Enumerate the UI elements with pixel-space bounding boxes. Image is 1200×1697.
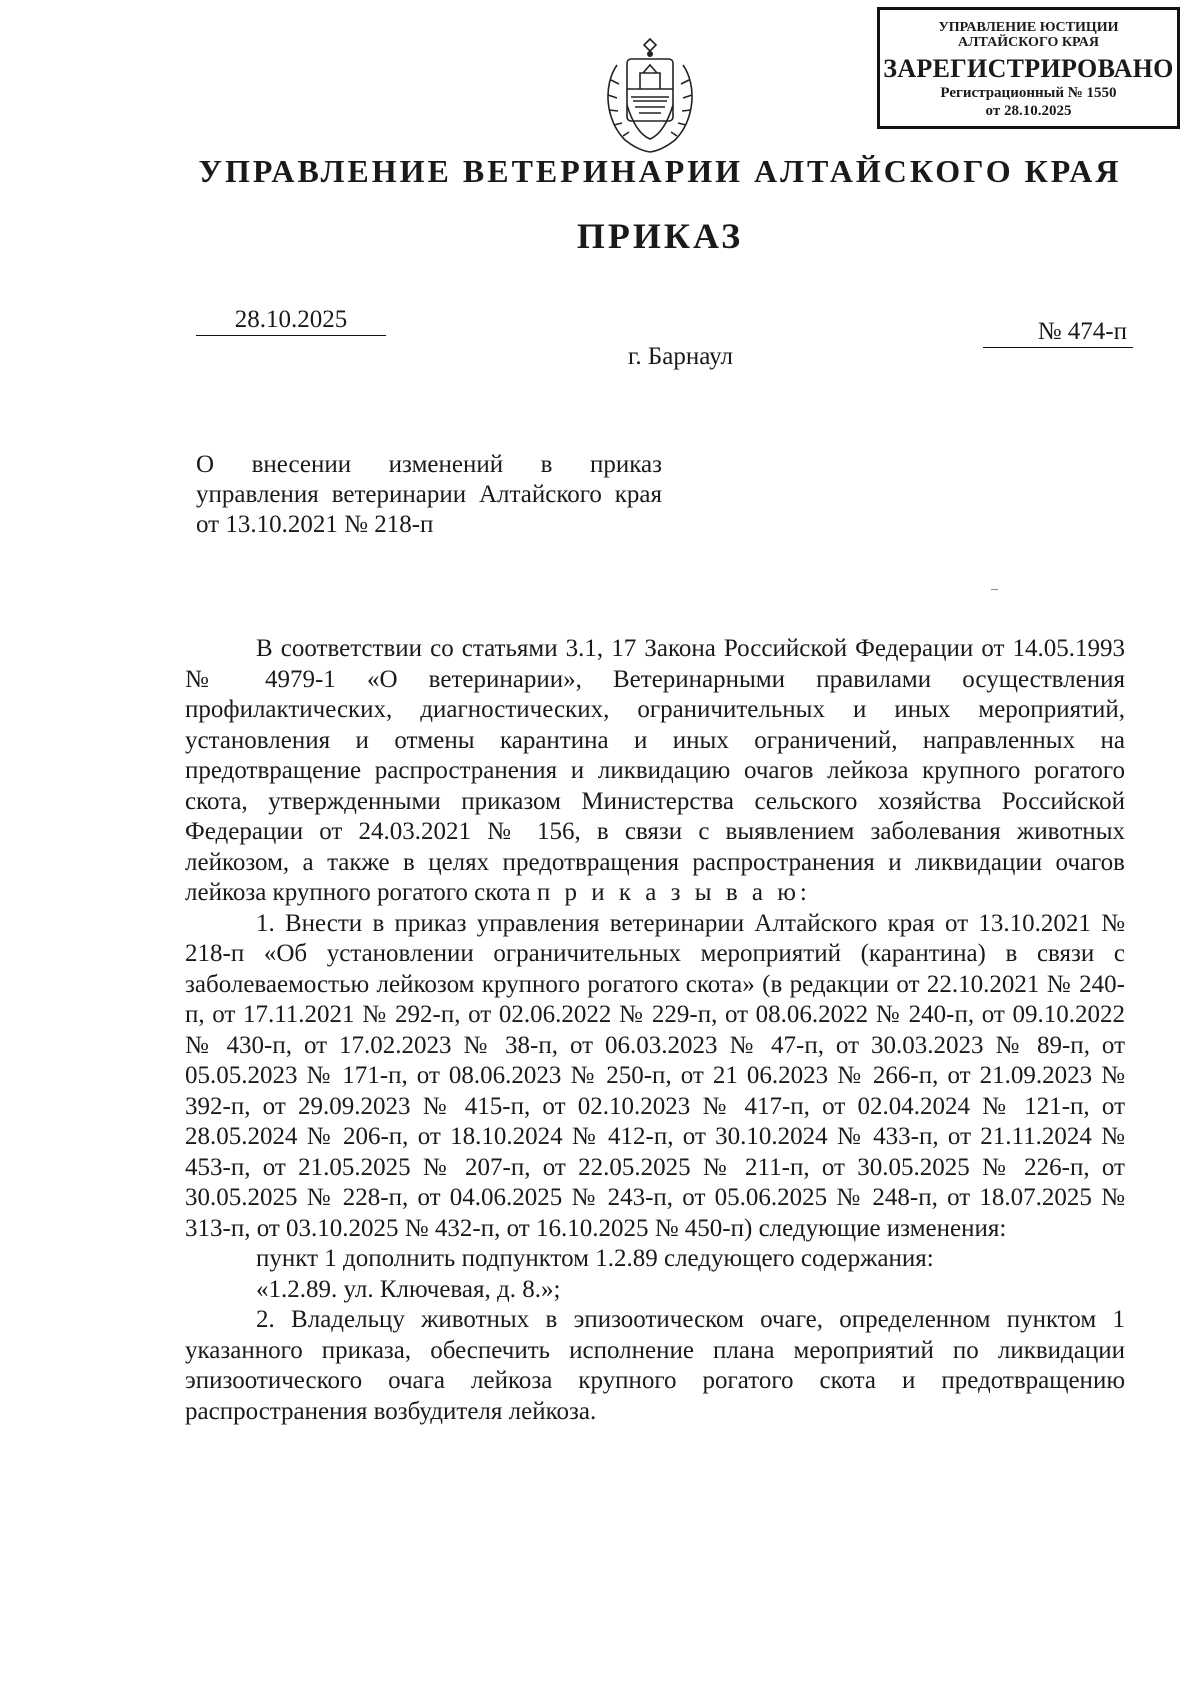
stamp-reg-date: от 28.10.2025 bbox=[985, 103, 1072, 119]
stamp-org-line2: АЛТАЙСКОГО КРАЯ bbox=[957, 35, 1100, 50]
stamp-org-line1: УПРАВЛЕНИЕ ЮСТИЦИИ bbox=[938, 20, 1119, 35]
item-1-paragraph: 1. Внести в приказ управления ветеринарии Алтайского края от 13.10.2021 № 218-п «Об установлении ограничительных мероприятий (карантина) в связи с заболеваемостью лейкозом крупного рогатого скота» (в редакции от 22.10.2021 № 240-п, от 17.11.2021 № 292-п, от 02.06.2022 № 229-п, от 08.06.2022 № 240-п, от 09.10.2022 № 430-п, от 17.02.2023 № 38-п, от 06.03.2023 № 47-п, от 30.03.2023 № 89-п, от 05.05.2023 № 171-п, от 08.06.2023 № 250-п, от 21 06.2023 № 266-п, от 21.09.2023 № 392-п, от 29.09.2023 № 415-п, от 02.10.2023 № 417-п, от 02.04.2024 № 121-п, от 28.05.2024 № 206-п, от 18.10.2024 № 412-п, от 30.10.2024 № 433-п, от 21.11.2024 № 453-п, от 21.05.2025 № 207-п, от 22.05.2025 № 211-п, от 30.05.2025 № 226-п, от 30.05.2025 № 228-п, от 04.06.2025 № 243-п, от 05.06.2025 № 248-п, от 18.07.2025 № 313-п, от 03.10.2025 № 432-п, от 16.10.2025 № 450-п) следующие изменения: bbox=[185, 909, 1125, 1242]
order-subject: О внесении изменений в приказ управления ветеринарии Алтайского края от 13.10.2021 № 218-п bbox=[196, 451, 662, 538]
coat-of-arms-icon bbox=[595, 35, 705, 155]
order-body bbox=[185, 634, 1125, 1427]
order-word: п р и к а з ы в а ю: bbox=[536, 879, 811, 906]
scan-artifact bbox=[991, 589, 998, 590]
item-1-quote: «1.2.89. ул. Ключевая, д. 8.»; bbox=[256, 1275, 561, 1303]
department-title: УПРАВЛЕНИЕ ВЕТЕРИНАРИИ АЛТАЙСКОГО КРАЯ bbox=[198, 153, 1122, 189]
preamble-text: В соответствии со статьями 3.1, 17 Закона Российской Федерации от 14.05.1993 № 4979-1 «О ветеринарии», Ветеринарными правилами осуществления профилактических, диагностических, ограничительных и иных мероприятий, установления и отмены карантина и иных ограничений, направленных на предотвращение распространения и ликвидацию очагов лейкоза крупного рогатого скота, утвержденными приказом Министерства сельского хозяйства Российской Федерации от 24.03.2021 № 156, в связи с выявлением заболевания животных лейкозом, а также в целях предотвращения распространения и ликвидации очагов лейкоза крупного рогатого скота bbox=[185, 635, 1125, 906]
stamp-status: ЗАРЕГИСТРИРОВАНО bbox=[883, 54, 1174, 83]
city-name: г. Барнаул bbox=[628, 343, 733, 370]
stamp-reg-number: Регистрационный № 1550 bbox=[940, 85, 1117, 101]
registration-stamp bbox=[877, 7, 1180, 129]
preamble-paragraph bbox=[185, 634, 1125, 909]
item-2-paragraph: 2. Владельцу животных в эпизоотическом очаге, определенном пунктом 1 указанного приказа, обеспечить исполнение плана мероприятий по ликвидации эпизоотического очага лейкоза крупного рогатого скота и предотвращению распространения возбудителя лейкоза. bbox=[185, 1306, 1125, 1425]
order-number: № 474-п bbox=[983, 317, 1133, 348]
document-type-title: ПРИКАЗ bbox=[576, 216, 744, 256]
item-1-subpoint: пункт 1 дополнить подпунктом 1.2.89 следующего содержания: bbox=[256, 1245, 934, 1272]
order-date: 28.10.2025 bbox=[196, 305, 386, 336]
